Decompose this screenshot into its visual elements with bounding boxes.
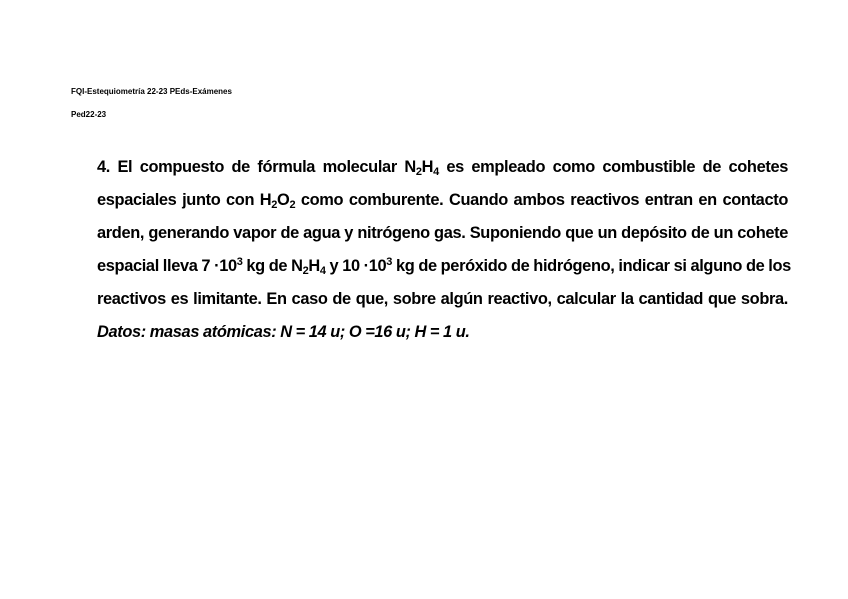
problem-line-3: arden, generando vapor de agua y nitrógeno gas. Suponiendo que un depósito de un cohete [97, 224, 788, 242]
document-header-code: Ped22-23 [71, 110, 107, 119]
document-header-title: FQI-Estequiometría 22-23 PEds-Exámenes [71, 87, 232, 96]
problem-line-4: espacial lleva $7 \cdot 10^3$ kg de $N_2H_4$ y $10 \cdot 10^3$ kg de peróxido de hidrógeno, indicar si alguno de los [97, 256, 791, 277]
problem-statement [97, 151, 791, 349]
problem-line-2: espaciales junto con $H_2O_2$ como comburente. Cuando ambos reactivos entran en contacto [97, 191, 788, 211]
problem-line-1: 4. El compuesto de fórmula molecular $N_2H_4$ es empleado como combustible de cohetes [97, 158, 788, 178]
problem-line-5: reactivos es limitante. En caso de que, sobre algún reactivo, calcular la cantidad que sobra. [97, 290, 788, 308]
atomic-masses-data: Datos: masas atómicas: N = 14 u; O =16 u; H = 1 u. [97, 323, 470, 341]
